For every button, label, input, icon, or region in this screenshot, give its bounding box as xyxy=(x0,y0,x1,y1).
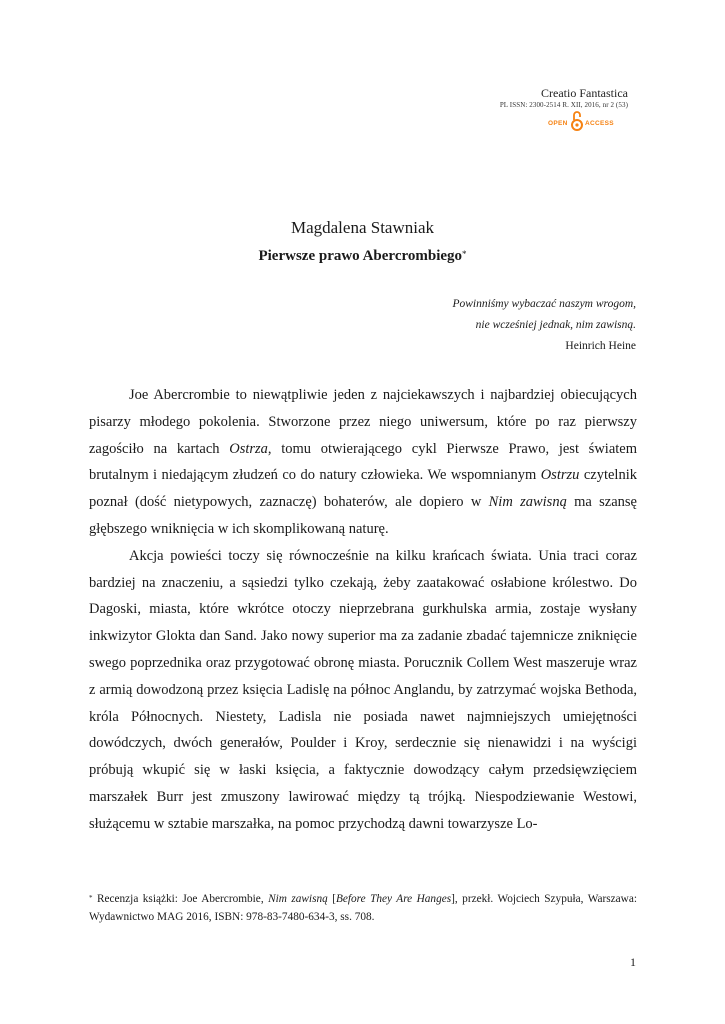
article-body xyxy=(89,382,637,838)
p1-text-3: czytelnik poznał (dość nietypowych, zaznaczę) bohaterów, ale dopiero w xyxy=(89,467,637,511)
paragraph-2: Akcja powieści toczy się równocześnie na kilku krańcach świata. Unia traci coraz bardziej na znaczeniu, a sąsiedzi tylko czekają, żeby zaatakować osłabione królestwo. Do Dagoski, miasta, które wkrótce otoczy nieprzebrana gurkhulska armia, zostaje wysłany inkwizytor Glokta dan Sand. Jako nowy superior ma za zadanie zbadać tajemnicze zniknięcie swego poprzednika oraz przygotować obronę miasta. Porucznik Collem West maszeruje wraz z armią dowodzoną przez księcia Ladislę na północ Anglandu, by zatrzymać wojska Bethoda, króla Północnych. Niestety, Ladisla nie posiada nawet najmniejszych umiejętności dowódczych, dwóch generałów, Poulder i Kroy, serdecznie się nienawidzi i na wyścigi próbują wkupić się w łaski księcia, a faktycznie dowodzący całym przedsięwzięciem marszałek Burr jest zmuszony lawirować między tą trójką. Niespodziewanie Westowi, służącemu w sztabie marszałka, na pomoc przychodzą dawni towarzysze Lo- xyxy=(89,547,637,832)
footnote-italic-2: Before They Are Hanges xyxy=(335,893,452,905)
open-access-badge xyxy=(548,110,612,134)
footnote-text-3: ], przekł. Wojciech Szypuła, Warszawa: Wydawnictwo MAG 2016, ISBN: 978-83-7480-634-3, ss. 708. xyxy=(89,893,637,923)
p1-text-4: ma szansę głębszego wniknięcia w ich skomplikowaną naturę. xyxy=(89,494,637,537)
footnote-marker: * xyxy=(89,894,93,902)
p1-italic-2: Ostrzu xyxy=(540,467,580,484)
open-access-lock-icon xyxy=(571,110,583,132)
p1-text-2: , tomu otwierającego cykl Pierwsze Prawo, jest światem brutalnym i niedającym złudzeń co do natury człowieka. We wspomnianym xyxy=(89,440,638,484)
footnote-text-2: [ xyxy=(327,893,336,905)
journal-title: Creatio Fantastica xyxy=(541,86,628,100)
p1-italic-1: Ostrza xyxy=(229,440,268,457)
epigraph-line-1: Powinniśmy wybaczać naszym wrogom, xyxy=(452,298,636,310)
footnote-italic-1: Nim zawisną xyxy=(268,893,328,905)
article-title-text: Pierwsze prawo Abercrombiego xyxy=(258,248,463,264)
article-author: Magdalena Stawniak xyxy=(290,218,435,237)
epigraph-attribution: Heinrich Heine xyxy=(565,340,636,352)
open-access-label-left: OPEN xyxy=(548,120,568,127)
page-number: 1 xyxy=(630,955,636,969)
footnote xyxy=(89,890,637,926)
article-title xyxy=(0,246,725,266)
journal-issn: PL ISSN: 2300-2514 R. XII, 2016, nr 2 (53) xyxy=(499,101,628,109)
journal-header xyxy=(500,86,628,110)
paragraph-1 xyxy=(89,382,637,543)
footnote-text-1: Recenzja książki: Joe Abercrombie, xyxy=(92,893,269,905)
p1-text-1: Joe Abercrombie to niewątpliwie jeden z najciekawszych i najbardziej obiecujących pisarzy młodego pokolenia. Stworzone przez niego uniwersum, które po raz pierwszy zagościło na kartach xyxy=(89,387,637,457)
p1-italic-3: Nim zawisną xyxy=(488,494,567,511)
title-footnote-marker[interactable]: * xyxy=(462,249,467,259)
open-access-label-right: ACCESS xyxy=(585,120,614,127)
epigraph xyxy=(452,294,636,357)
epigraph-line-2: nie wcześniej jednak, nim zawisną. xyxy=(475,319,636,331)
